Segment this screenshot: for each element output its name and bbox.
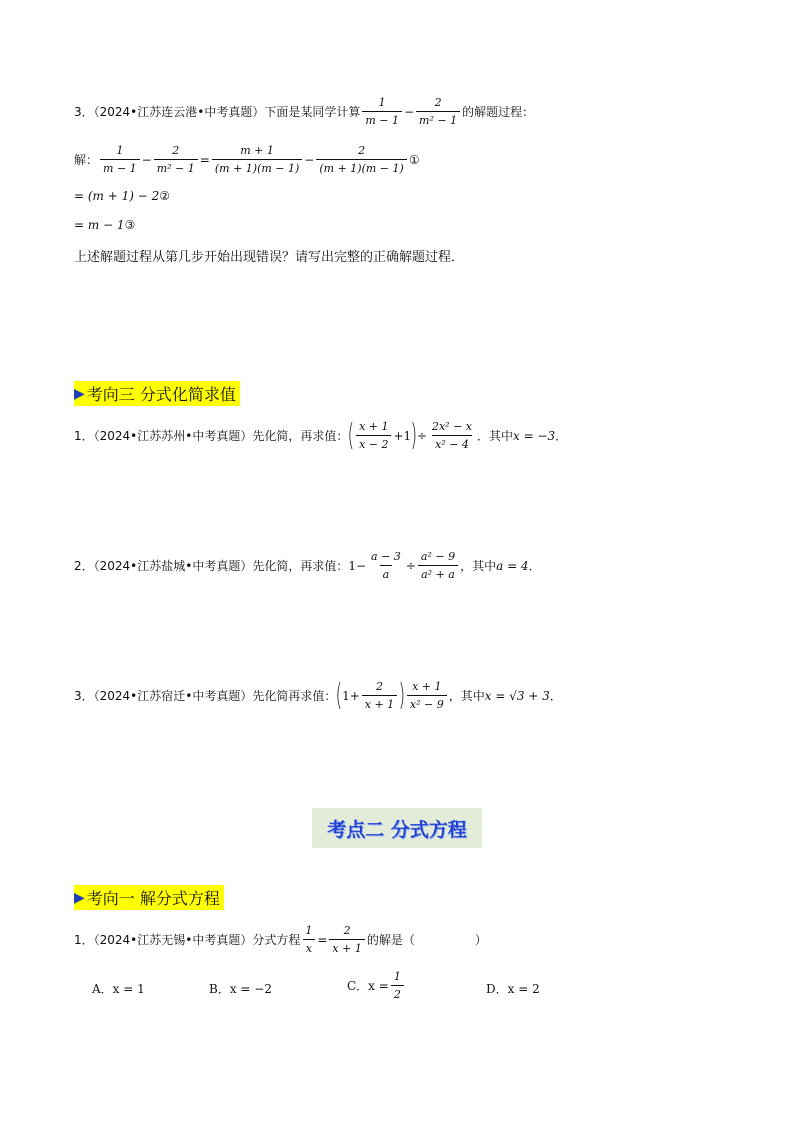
step-2-expression: = (m + 1) − 2 bbox=[74, 189, 160, 203]
option-a[interactable]: A．x = 1 bbox=[92, 982, 145, 996]
fraction: $\frac{x + 1}{x - 2}$ bbox=[356, 420, 391, 451]
step-marker-3: ③ bbox=[124, 218, 136, 232]
question-4-prefix: 1．（2024•江苏无锡•中考真题）分式方程 bbox=[74, 933, 301, 947]
solution-step-3 bbox=[74, 218, 135, 232]
solution-step-2 bbox=[74, 189, 170, 203]
fraction: $\frac{1}{2}$ bbox=[391, 970, 404, 1001]
question-3b-condition: x = √3 + 3 bbox=[484, 688, 550, 703]
question-3-prefix: 3．（2024•江苏连云港•中考真题）下面是某同学计算 bbox=[74, 105, 361, 119]
question-3-simplify: 3．（2024•江苏宿迁•中考真题）先化简再求值： ( 1+ $\frac{2}{x + 1}$ ) $\frac{x + 1}{\text{x² − 9}}$ ，其中 x = √3 + 3 ． bbox=[74, 677, 562, 713]
triangle-marker-icon: ▶ bbox=[74, 889, 85, 906]
option-b[interactable]: B．x = −2 bbox=[209, 982, 272, 996]
question-2-simplify: 2．（2024•江苏盐城•中考真题）先化简，再求值： 1− $\frac{a - 3}{a}$ ÷ $\frac{\text{a² − 9}}{\text{a² + a}}$ ，其中 a = 4 ． bbox=[74, 550, 541, 581]
option-c[interactable] bbox=[347, 970, 406, 1001]
solution-question: 上述解题过程从第几步开始出现错误？请写出完整的正确解题过程． bbox=[74, 250, 465, 265]
step-marker-2: ② bbox=[159, 189, 171, 203]
solution-step-1: 解： $\frac{1}{m - 1}$ − $\frac{2}{\text{m² − 1}}$ = $\frac{m + 1}{(m + 1)(m - 1)}$ − $\frac{2}{(m + 1)(m - 1)}$ ① bbox=[74, 144, 420, 175]
fraction-2-over-m2-minus-1: $\frac{2}{\text{m² − 1}}$ bbox=[416, 96, 460, 127]
fraction: $\frac{a - 3}{a}$ bbox=[371, 550, 401, 581]
option-d[interactable]: D．x = 2 bbox=[486, 982, 540, 996]
fraction: $\frac{m + 1}{(m + 1)(m - 1)}$ bbox=[212, 144, 302, 175]
question-3b-prefix: 3．（2024•江苏宿迁•中考真题）先化简再求值： bbox=[74, 689, 337, 703]
topic-title: 考点二 分式方程 bbox=[327, 818, 467, 841]
fraction: $\frac{2}{x + 1}$ bbox=[329, 924, 364, 955]
fraction-1-over-m-minus-1: $\frac{1}{m - 1}$ bbox=[362, 96, 402, 127]
solution-label: 解： bbox=[74, 153, 99, 167]
triangle-marker-icon: ▶ bbox=[74, 385, 85, 402]
question-1-condition: x = −3 bbox=[513, 428, 556, 443]
fraction: $\frac{2}{x + 1}$ bbox=[362, 680, 397, 711]
period: ． bbox=[555, 429, 568, 443]
fraction: $\frac{\text{2x² − x}}{\text{x² − 4}}$ bbox=[431, 420, 472, 451]
question-2-condition: a = 4 bbox=[496, 558, 529, 573]
question-1-suffix: ．其中 bbox=[477, 429, 514, 443]
section-heading-solve-equations bbox=[74, 885, 224, 910]
fraction: $\frac{1}{m - 1}$ bbox=[100, 144, 140, 175]
heading-label: 考向三 分式化简求值 bbox=[86, 385, 236, 404]
fraction: $\frac{2}{(m + 1)(m - 1)}$ bbox=[316, 144, 406, 175]
question-1-simplify: 1．（2024•江苏苏州•中考真题）先化简，再求值： ( $\frac{x + 1}{x - 2}$ +1 ) ÷ $\frac{\text{2x² − x}}{\text{x² − 4}}$ ．其中 x = −3 ． bbox=[74, 417, 568, 453]
step-3-expression: = m − 1 bbox=[74, 218, 125, 232]
question-2-prefix: 2．（2024•江苏盐城•中考真题）先化简，再求值： bbox=[74, 559, 349, 573]
option-c-label: C．x = bbox=[347, 979, 389, 993]
fraction: $\frac{\text{a² − 9}}{\text{a² + a}}$ bbox=[418, 550, 458, 581]
fraction: $\frac{1}{x}$ bbox=[302, 924, 315, 955]
topic-banner bbox=[312, 808, 482, 848]
step-marker-1: ① bbox=[408, 152, 420, 167]
fraction: $\frac{2}{\text{m² − 1}}$ bbox=[154, 144, 198, 175]
question-3-suffix: 的解题过程： bbox=[462, 105, 535, 119]
question-1-prefix: 1．（2024•江苏苏州•中考真题）先化简，再求值： bbox=[74, 429, 349, 443]
question-4-equation: 1．（2024•江苏无锡•中考真题）分式方程 $\frac{1}{x}$ = $\frac{2}{x + 1}$ 的解是（ ） bbox=[74, 924, 487, 955]
fraction: $\frac{x + 1}{\text{x² − 9}}$ bbox=[407, 680, 447, 711]
question-3-prompt: 3．（2024•江苏连云港•中考真题）下面是某同学计算 $\frac{1}{m - 1}$ − $\frac{2}{\text{m² − 1}}$ 的解题过程： bbox=[74, 96, 535, 127]
question-3b-suffix: ，其中 bbox=[448, 689, 485, 703]
question-2-suffix: ，其中 bbox=[460, 559, 497, 573]
heading-label: 考向一 解分式方程 bbox=[86, 889, 220, 908]
question-4-suffix: 的解是（ ） bbox=[366, 933, 487, 947]
period: ． bbox=[528, 559, 541, 573]
section-heading-simplify-evaluate bbox=[74, 381, 240, 406]
period: ． bbox=[549, 689, 562, 703]
